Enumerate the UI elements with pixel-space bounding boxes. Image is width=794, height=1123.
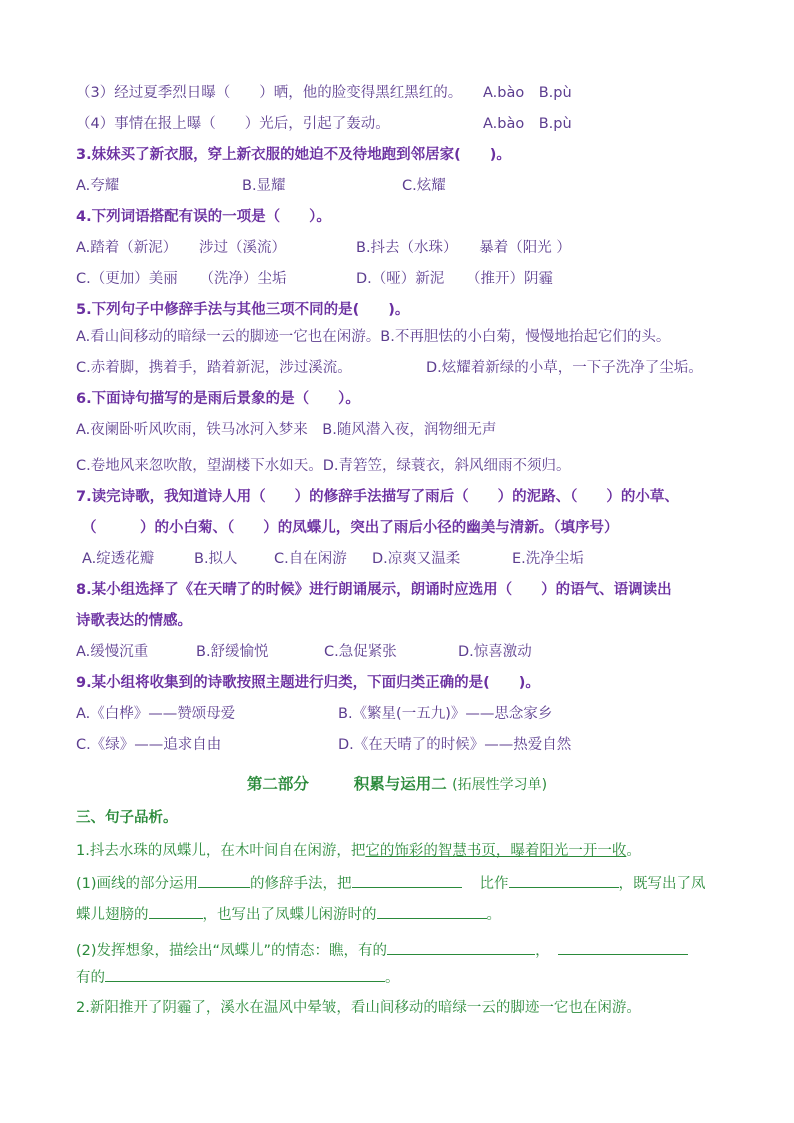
q1-text: (1)画线的部分运用 — [76, 876, 199, 892]
option-e: E.洗净尘垢 — [512, 551, 584, 567]
option-c: C.自在闲游 — [274, 551, 347, 567]
q1-text: 。 — [486, 907, 501, 923]
answer-options: A.bào B.pù — [483, 85, 572, 101]
question-5-options-ab: A.看山间移动的暗绿一云的脚迹一它也在闲游。B.不再胆怯的小白菊，慢慢地抬起它们的头。 — [76, 329, 671, 345]
sentence-1-q2-line-2 — [76, 967, 734, 988]
question-8-line-2: 诗歌表达的情感。 — [76, 613, 192, 629]
q1-text: 蝶儿翅膀的 — [76, 907, 149, 923]
answer-options: A.bào B.pù — [483, 116, 572, 132]
option-c: C.（更加）美丽 （洗净）尘垢 — [76, 271, 287, 287]
q2-text: ， — [535, 943, 550, 959]
question-text: （3）经过夏季烈日曝（ ）晒，他的脸变得黑红黑红的。 — [76, 85, 463, 101]
option-a: A.绽透花瓣 — [82, 551, 155, 567]
sentence-1-underlined: 它的饰彩的智慧书页，曝着阳光一开一收 — [365, 843, 627, 859]
section-subtitle: (拓展性学习单) — [452, 777, 548, 793]
question-8-line-1: 8.某小组选择了《在天晴了的时候》进行朗诵展示，朗诵时应选用（ ）的语气、语调读出 — [76, 582, 672, 598]
sentence-1-q1-line-1 — [76, 873, 734, 894]
blank-rhetoric[interactable] — [198, 873, 250, 888]
question-6-options-cd: C.卷地风来忽吹散，望湖楼下水如天。D.青箬笠，绿蓑衣，斜风细雨不须归。 — [76, 458, 571, 474]
question-5: 5.下列句子中修辞手法与其他三项不同的是( )。 — [76, 302, 410, 318]
option-a: A.踏着（新泥） 涉过（溪流） — [76, 240, 287, 256]
option-b: B.舒缓愉悦 — [196, 644, 269, 660]
question-9: 9.某小组将收集到的诗歌按照主题进行归类，下面归类正确的是( )。 — [76, 675, 540, 691]
option-b: B.显耀 — [242, 178, 286, 194]
question-2-3 — [76, 83, 734, 103]
question-text: （4）事情在报上曝（ ）光后，引起了轰动。 — [76, 116, 390, 132]
option-b: B.抖去（水珠） 暴着（阳光 ） — [356, 240, 571, 256]
q1-text: 比作 — [479, 876, 509, 892]
option-a: A.夸耀 — [76, 178, 120, 194]
sentence-1-q1-line-2 — [76, 904, 734, 925]
blank-pose-3[interactable] — [105, 967, 385, 982]
blank-pose-1[interactable] — [387, 940, 535, 955]
part-3-heading: 三、句子品析。 — [76, 810, 178, 826]
sentence-1 — [76, 841, 734, 861]
section-2-title — [0, 772, 794, 794]
blank-subject[interactable] — [352, 873, 462, 888]
question-6: 6.下面诗句描写的是雨后景象的是（ ）。 — [76, 391, 360, 407]
blank-wing-feature[interactable] — [149, 904, 203, 919]
section-part-label: 第二部分 — [246, 775, 309, 793]
option-d: D.《在天晴了的时候》——热爱自然 — [338, 737, 572, 753]
blank-compared-to[interactable] — [509, 873, 619, 888]
option-c: C.急促紧张 — [324, 644, 397, 660]
question-2-4 — [76, 114, 734, 134]
option-a: A.缓慢沉重 — [76, 644, 149, 660]
option-c: C.赤着脚，携着手，踏着新泥，涉过溪流。 — [76, 360, 352, 376]
question-4: 4.下列词语搭配有误的一项是（ ）。 — [76, 209, 331, 225]
sentence-1-q2-line-1 — [76, 940, 734, 961]
option-c: C.《绿》——追求自由 — [76, 737, 222, 753]
option-d: D.炫耀着新绿的小草，一下子洗净了尘垢。 — [426, 360, 703, 376]
q1-text: ，既写出了凤 — [618, 876, 706, 892]
blank-mood[interactable] — [377, 904, 487, 919]
option-c: C.炫耀 — [402, 178, 446, 194]
sentence-2: 2.新阳推开了阴霾了，溪水在温风中晕皱，看山间移动的暗绿一云的脚迹一它也在闲游。 — [76, 1000, 641, 1016]
sentence-1-text: 1.抖去水珠的凤蝶儿，在木叶间自在闲游，把 — [76, 843, 366, 859]
option-a: A.《白桦》——赞颂母爱 — [76, 706, 236, 722]
question-6-options-ab: A.夜阑卧听风吹雨，铁马冰河入梦来 B.随风潜入夜，润物细无声 — [76, 422, 497, 438]
question-7-line-2: （ ）的小白菊、（ ）的凤蝶儿，突出了雨后小径的幽美与清新。（填序号） — [82, 520, 619, 536]
q2-text: (2)发挥想象，描绘出“凤蝶儿”的情态：瞧，有的 — [76, 943, 388, 959]
q1-text: 的修辞手法，把 — [250, 876, 352, 892]
section-title-text: 积累与运用二 — [353, 775, 447, 793]
question-3: 3.妹妹买了新衣服，穿上新衣服的她迫不及待地跑到邻居家( )。 — [76, 147, 511, 163]
option-b: B.拟人 — [194, 551, 238, 567]
option-d: D.惊喜激动 — [458, 644, 532, 660]
sentence-1-end: 。 — [626, 843, 641, 859]
option-d: D.凉爽又温柔 — [372, 551, 461, 567]
q1-text: ，也写出了凤蝶儿闲游时的 — [202, 907, 377, 923]
q2-text: 。 — [385, 970, 400, 986]
option-d: D.（哑）新泥 （推开）阴霾 — [356, 271, 554, 287]
question-7-line-1: 7.读完诗歌，我知道诗人用（ ）的修辞手法描写了雨后（ ）的泥路、（ ）的小草、 — [76, 489, 679, 505]
blank-pose-2[interactable] — [558, 940, 688, 955]
q2-text: 有的 — [76, 970, 105, 986]
option-b: B.《繁星(一五九)》——思念家乡 — [338, 706, 553, 722]
